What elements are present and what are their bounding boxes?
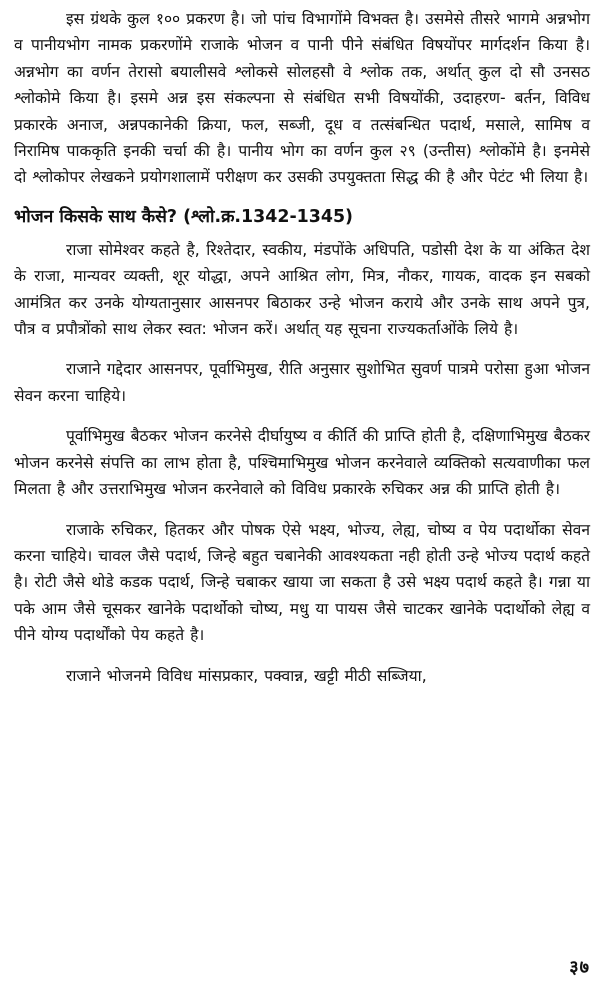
body-paragraph-4: राजाके रुचिकर, हितकर और पोषक ऐसे भक्ष्य, भोज्य, लेह्य, चोष्य व पेय पदार्थोका सेवन करना चाहिये। चावल जैसे पदार्थ, जिन्हे बहुत चबानेकी आवश्यकता नही होती उन्हे भोज्य पदार्थ कहते है। रोटी जैसे थोडे कडक पदार्थ, जिन्हे चबाकर खाया जा सकता है उसे भक्ष्य पदार्थ कहते है। गन्ना या पके आम जैसे चूसकर खानेके पदार्थोको चोष्य, मधु या पायस जैसे चाटकर खानेके पदार्थोको लेह्य व पीने योग्य पदार्थोंको पेय कहते है। [14, 520, 590, 645]
body-paragraph-3: पूर्वाभिमुख बैठकर भोजन करनेसे दीर्घायुष्य व कीर्ति की प्राप्ति होती है, दक्षिणाभिमुख बैठकर भोजन करनेसे संपत्ति का लाभ होता है, पश्चिमाभिमुख भोजन करनेवाले व्यक्तिको सत्यवाणीका फल मिलता है और उत्तराभिमुख भोजन करनेवाले को विविध प्रकारके रुचिकर अन्न की प्राप्ति होती है। [14, 427, 590, 499]
body-paragraph-2: राजाने गद्देदार आसनपर, पूर्वाभिमुख, रीति अनुसार सुशोभित सुवर्ण पात्रमे परोसा हुआ भोजन सेवन करना चाहिये। [14, 360, 590, 405]
page-number: ३७ [569, 957, 590, 978]
section-heading [14, 203, 590, 231]
body-paragraph-1: राजा सोमेश्वर कहते है, रिश्तेदार, स्वकीय, मंडपोंके अधिपति, पडोसी देश के या अंकित देश के राजा, मान्यवर व्यक्ती, शूर योद्धा, अपने आश्रित लोग, मित्र, नौकर, गायक, वादक इन सबको आमंत्रित कर उनके योग्यतानुसार आसनपर बिठाकर उन्हे भोजन कराये और उनके साथ अपने पुत्र, पौत्र व प्रपौत्रोंको साथ लेकर स्वत: भोजन करें। अर्थात् यह सूचना राज्यकर्ताओंके लिये है। [14, 240, 590, 339]
body-paragraph-5: राजाने भोजनमे विविध मांसप्रकार, पक्वान्न, खट्टी मीठी सब्जिया, [66, 666, 427, 685]
section-heading-text: भोजन किसके साथ कैसे? [14, 206, 177, 227]
section-heading-reference: (श्लो.क्र.1342-1345) [183, 206, 354, 227]
intro-paragraph: इस ग्रंथके कुल १०० प्रकरण है। जो पांच विभागोंमे विभक्त है। उसमेसे तीसरे भागमे अन्नभोग व पानीयभोग नामक प्रकरणोंमे राजाके भोजन व पानी पीने संबंधित विषयोंपर मार्गदर्शन किया है। अन्नभोग का वर्णन तेरासो बयालीसवे श्लोकसे सोलहसौ वे श्लोक तक, अर्थात् कुल दो सौ उनसठ श्लोकोमे किया है। इसमे अन्न इस संकल्पना से संबंधित सभी विषयोंकी, उदाहरण- बर्तन, विविध प्रकारके अनाज, अन्नपकानेकी क्रिया, फल, सब्जी, दूध व तत्संबन्धित पदार्थ, मसाले, सामिष व निरामिष पाककृति इनकी चर्चा की है। पानीय भोग का वर्णन कुल २९ (उन्तीस) श्लोकोंमे है। इनमेसे दो श्लोकोपर लेखकने प्रयोगशालामें परीक्षण कर उसकी उपयुक्तता सिद्ध की है और पेटंट भी लिया है। [14, 10, 590, 187]
